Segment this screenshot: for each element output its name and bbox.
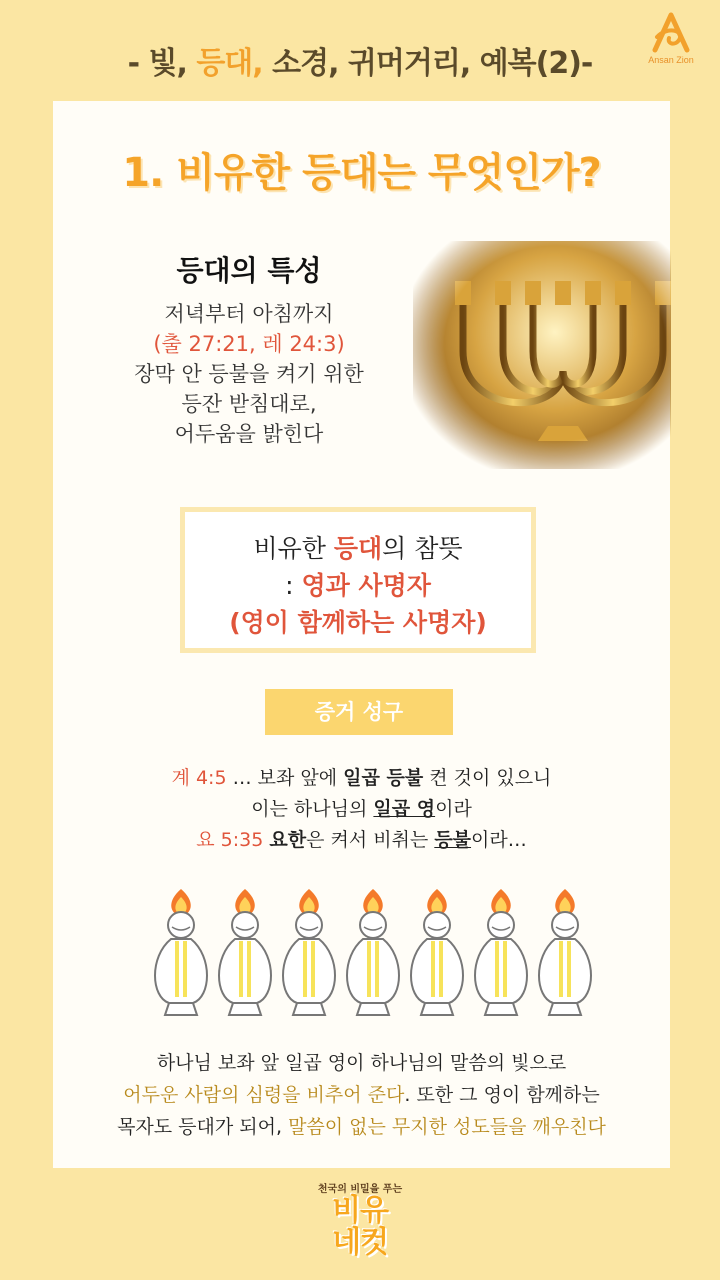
seven-lamps-illustration: [153, 887, 593, 1017]
footer-logo: [300, 1180, 420, 1275]
footer-tagline: 천국의 비밀을 푸는: [317, 1184, 403, 1195]
verse-line: 요 5:35 요한은 켜서 비취는 등불이라…: [196, 829, 527, 851]
bottom-line: 어두운 사람의 심령을 비추어 준다. 또한 그 영이 함께하는: [123, 1084, 600, 1106]
ansan-zion-logo: [636, 12, 706, 74]
verse-badge: 증거 성구: [265, 689, 453, 735]
main-title: 1. 비유한 등대는 무엇인가?: [122, 150, 601, 196]
lamp-icon: [155, 889, 207, 1015]
meaning-box: [180, 507, 536, 653]
meaning-heading: 비유한 등대의 참뜻: [253, 534, 463, 563]
verse-line: 이는 하나님의 일곱 영이라: [251, 798, 472, 820]
lamp-icon: [283, 889, 335, 1015]
feature-line: 등잔 받침대로,: [181, 392, 317, 416]
lamps-icon: [153, 887, 593, 1017]
bottom-line: 하나님 보좌 앞 일곱 영이 하나님의 말씀의 빛으로: [156, 1052, 567, 1074]
menorah-image: [413, 241, 671, 469]
verses-block: [53, 763, 670, 856]
verse-line: 계 4:5 … 보좌 앞에 일곱 등불 켠 것이 있으니: [171, 767, 552, 789]
content-card: [53, 101, 670, 1168]
feature-line: 저녁부터 아침까지: [164, 302, 334, 326]
bottom-text: [53, 1047, 670, 1143]
feature-line: 어두움을 밝힌다: [174, 422, 324, 446]
footer-title-2: 네컷: [332, 1225, 388, 1260]
lamp-icon: [219, 889, 271, 1015]
feature-line: 장막 안 등불을 켜기 위한: [134, 362, 364, 386]
lamp-icon: [347, 889, 399, 1015]
menorah-icon: [413, 241, 671, 469]
zion-logo-icon: [649, 12, 693, 54]
bottom-line: 목자도 등대가 되어, 말씀이 없는 무지한 성도들을 깨우친다: [117, 1116, 606, 1138]
header-title: - 빛, 등대, 소경, 귀머거리, 예복(2)-: [127, 46, 593, 81]
feature-reference: (출 27:21, 레 24:3): [153, 332, 345, 356]
meaning-answer: : 영과 사명자: [285, 571, 431, 600]
logo-text: Ansan Zion: [648, 55, 694, 65]
feature-title: 등대의 특성: [176, 254, 322, 287]
lamp-icon: [539, 889, 591, 1015]
feature-block: [99, 249, 399, 449]
lamp-icon: [411, 889, 463, 1015]
header-highlight: 등대,: [196, 46, 263, 81]
meaning-detail: (영이 함께하는 사명자): [229, 608, 487, 637]
lamp-icon: [475, 889, 527, 1015]
footer-title-1: 비유: [332, 1193, 388, 1228]
